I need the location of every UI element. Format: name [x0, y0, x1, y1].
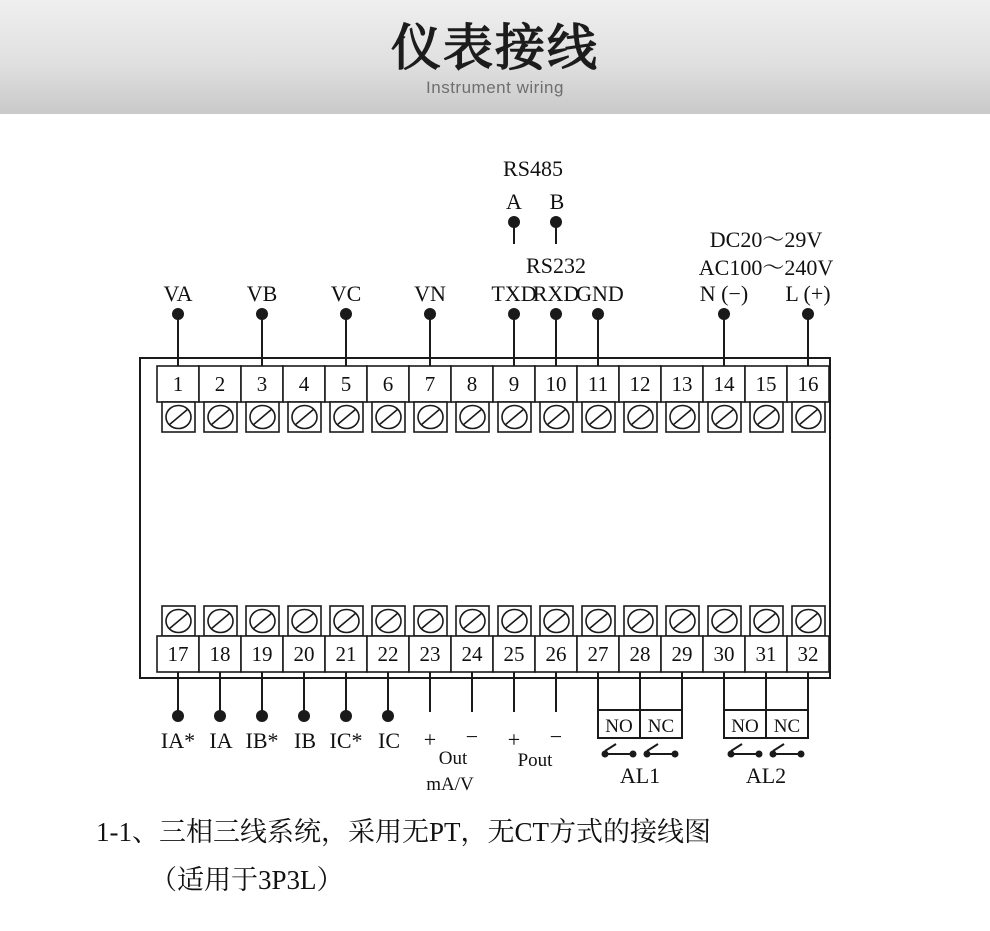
bottom-terminal-number: 24 [461, 642, 483, 666]
power-supply-labels [699, 227, 834, 280]
top-terminal-number: 2 [214, 372, 226, 396]
bottom-labels [161, 728, 400, 753]
top-label-rxd: RXD [532, 281, 580, 306]
top-terminal-number: 3 [256, 372, 268, 396]
rs485-lead-dots [508, 216, 562, 228]
bottom-terminal-number: 22 [377, 642, 399, 666]
top-label-vc: VC [330, 281, 362, 306]
top-labels [164, 281, 831, 306]
bottom-terminal-number: 25 [503, 642, 525, 666]
bottom-lead-dots [172, 710, 394, 722]
bottom-terminal-number: 32 [797, 642, 819, 666]
top-terminal-number: 8 [466, 372, 478, 396]
bottom-terminal-number: 20 [293, 642, 315, 666]
top-label-vn: VN [414, 281, 446, 306]
top-terminal-number: 14 [713, 372, 735, 396]
rs485-title: RS485 [503, 156, 563, 181]
al2-nc-label: NC [773, 716, 801, 737]
top-terminal-number: 4 [298, 372, 310, 396]
bottom-label-ic: IC [378, 728, 400, 753]
out-minus-sign: − [465, 724, 479, 749]
top-terminal-number: 13 [671, 372, 693, 396]
bottom-label-ia-star: IA* [160, 728, 196, 753]
wiring-diagram-svg [0, 114, 990, 931]
top-label-txd: TXD [491, 281, 537, 306]
top-label-vb: VB [246, 281, 278, 306]
al1-label: AL1 [619, 763, 661, 788]
top-label-va: VA [163, 281, 193, 306]
top-terminal-number: 12 [629, 372, 651, 396]
power-ac-label: AC100〜240V [698, 255, 834, 280]
page-subtitle: Instrument wiring [426, 78, 564, 97]
out-plus-sign: + [423, 727, 437, 752]
bottom-terminal-number: 29 [671, 642, 693, 666]
caption-line-1: 1-1、三相三线系统，采用无PT，无CT方式的接线图 [96, 817, 712, 847]
bottom-terminal-number: 28 [629, 642, 651, 666]
top-label-gnd: GND [576, 281, 624, 306]
al2-label: AL2 [745, 763, 787, 788]
top-terminal-number: 16 [797, 372, 819, 396]
bottom-terminal-number: 31 [755, 642, 777, 666]
bottom-terminal-number: 19 [251, 642, 273, 666]
al1-no-label: NO [605, 716, 633, 737]
rs485-lead-wires [514, 224, 556, 244]
top-terminal-number: 11 [587, 372, 609, 396]
top-terminal-number: 6 [382, 372, 394, 396]
bottom-label-ib-star: IB* [245, 728, 279, 753]
top-terminal-number: 1 [172, 372, 184, 396]
top-terminal-number: 15 [755, 372, 777, 396]
bottom-terminal-number: 21 [335, 642, 357, 666]
bottom-terminal-number: 26 [545, 642, 567, 666]
bottom-label-ia: IA [209, 728, 233, 753]
bottom-terminal-number: 27 [587, 642, 609, 666]
top-lead-dots [172, 308, 814, 320]
bottom-terminal-number: 17 [167, 642, 189, 666]
al2-relay-group [724, 672, 808, 788]
bottom-terminal-number: 18 [209, 642, 231, 666]
out-label: Out [438, 748, 468, 769]
analog-out-group [424, 724, 478, 795]
caption-line-2: （适用于3P3L） [150, 865, 344, 895]
top-terminal-number: 5 [340, 372, 352, 396]
page-header [0, 0, 990, 114]
al1-nc-label: NC [647, 716, 675, 737]
rs232-title: RS232 [526, 253, 586, 278]
rs485-label-a: A [506, 189, 522, 214]
top-terminal-number: 9 [508, 372, 520, 396]
pulse-out-group [508, 724, 562, 771]
out-unit-label: mA/V [426, 774, 474, 795]
top-terminal-number: 10 [545, 372, 567, 396]
bottom-label-ib: IB [294, 728, 316, 753]
wiring-diagram [0, 114, 990, 931]
bottom-label-ic-star: IC* [329, 728, 363, 753]
power-dc-label: DC20〜29V [709, 227, 823, 252]
al2-no-label: NO [731, 716, 759, 737]
top-label-n: N (−) [699, 281, 749, 306]
top-label-l: L (+) [785, 281, 831, 306]
bottom-terminal-number: 30 [713, 642, 735, 666]
bottom-terminal-number: 23 [419, 642, 441, 666]
top-terminal-number: 7 [424, 372, 436, 396]
page-title: 仪表接线 [391, 20, 599, 76]
al1-relay-group [598, 672, 682, 788]
pout-minus-sign: − [549, 724, 563, 749]
rs485-label-b: B [549, 189, 565, 214]
pout-label: Pout [517, 750, 553, 771]
pout-plus-sign: + [507, 727, 521, 752]
